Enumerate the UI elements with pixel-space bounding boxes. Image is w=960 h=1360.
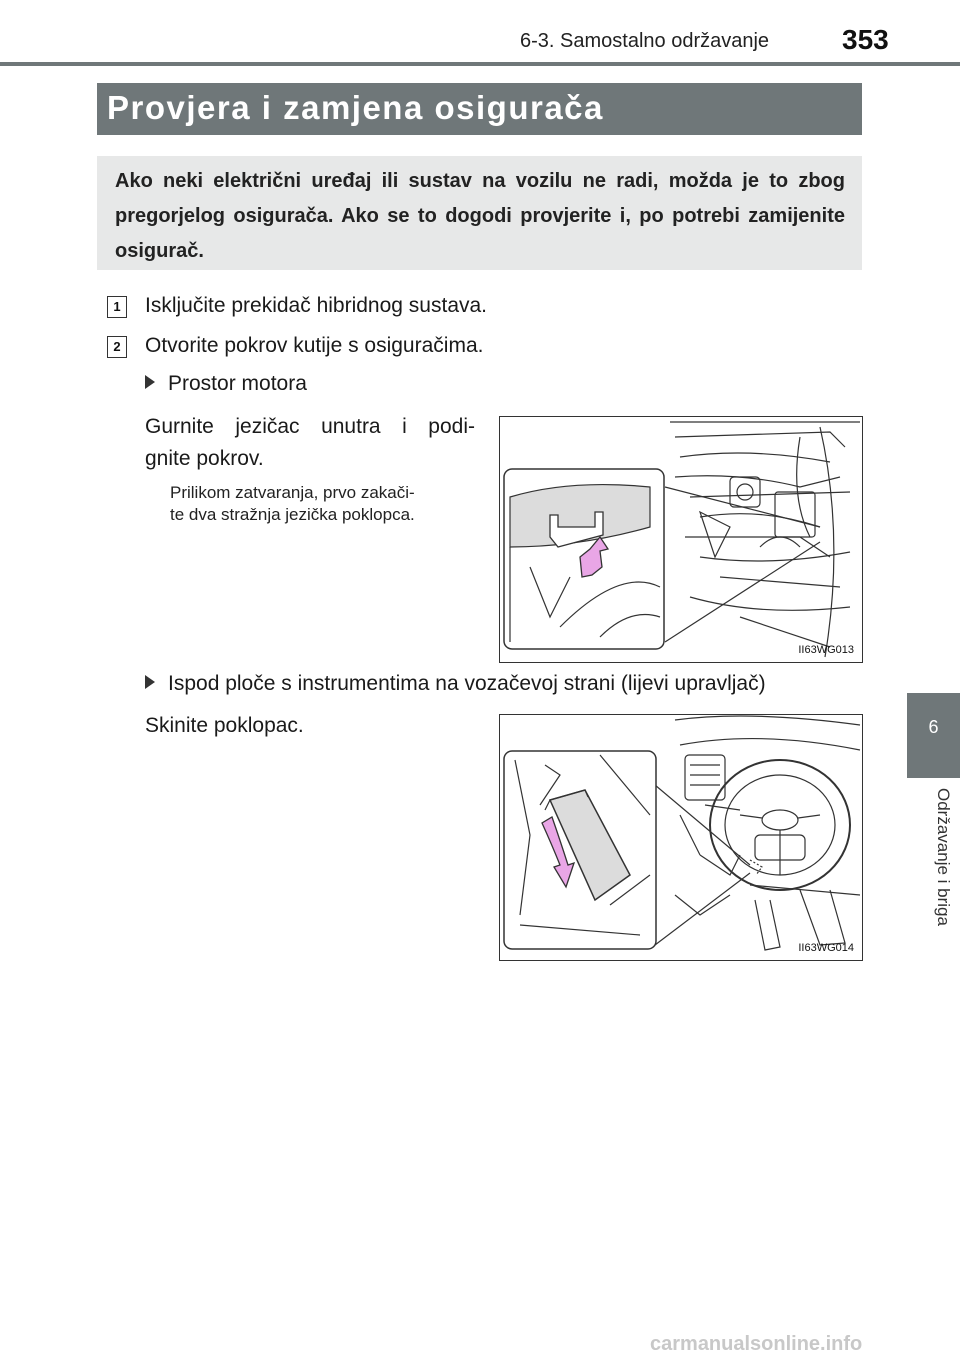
instruction-line-1 (145, 411, 475, 443)
instruction-line-2: gnite pokrov. (145, 447, 264, 470)
instruction-instrument-panel: Skinite poklopac. (145, 714, 304, 737)
figure-code-2: II63WG014 (798, 942, 854, 954)
note-line-1: Prilikom zatvaranja, prvo zakači- (170, 483, 415, 502)
note-line-2: te dva stražnja jezička poklopca. (170, 505, 415, 524)
section-title: Provjera i zamjena osigurača (107, 89, 604, 126)
instrument-panel-fuse-box-figure (499, 714, 863, 961)
bullet-label: Ispod ploče s instrumentima na vozačevoj strani (lijevi upravljač) (168, 672, 766, 695)
bullet-instrument-panel (145, 672, 766, 696)
bullet-engine-compartment (145, 372, 307, 396)
triangle-bullet-icon (145, 375, 155, 389)
chapter-number: 6 (928, 717, 939, 737)
watermark: carmanualsonline.info (650, 1333, 863, 1355)
intro-text: Ako neki električni uređaj ili sustav na vozilu ne radi, možda je to zbog pregorjelog osigurača. Ako se to dogodi provjerite i, po potrebi zamijenite osigurač. (115, 170, 845, 262)
running-header-section: 6-3. Samostalno održavanje (520, 30, 770, 52)
note-engine (170, 482, 480, 526)
instruction-line-1-text: Gurnite jezičac unutra i podi- (145, 415, 475, 438)
section-title-bar (97, 83, 862, 135)
page-number: 353 (842, 24, 889, 55)
header-rule (0, 62, 960, 66)
intro-box (97, 156, 862, 270)
engine-compartment-illustration (500, 417, 862, 662)
figure-code-1: II63WG013 (798, 644, 854, 656)
triangle-bullet-icon (145, 675, 155, 689)
step-number-1: 1 (107, 296, 127, 318)
engine-fuse-box-figure (499, 416, 863, 663)
step-text-1: Isključite prekidač hibridnog sustava. (145, 294, 488, 317)
step-number-2: 2 (107, 336, 127, 358)
chapter-tab (907, 693, 960, 778)
instrument-panel-illustration (500, 715, 862, 960)
instruction-engine (145, 411, 475, 475)
bullet-label: Prostor motora (168, 372, 307, 395)
chapter-label-wrap (907, 778, 960, 958)
chapter-label: Održavanje i briga (934, 788, 953, 926)
step-text-2: Otvorite pokrov kutije s osiguračima. (145, 334, 484, 357)
